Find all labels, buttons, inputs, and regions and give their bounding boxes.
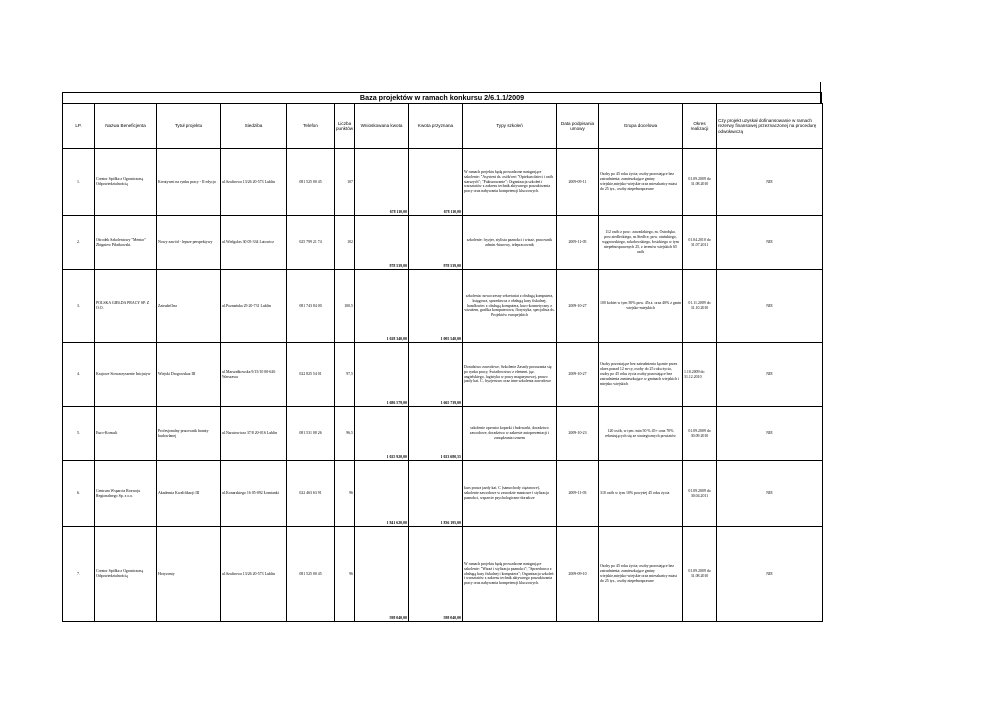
cell-szkolenia: szkolenia: nowoczesny sekretariat z obsługą komputera, księgowa, sprzedawca z obsługą kasy fiskalnej, handlowiec z obsługą komputera, kuro-kosmetyczny z wizażem, grafika komputerowa, florystyka, specjalista ds. Projektów europejskich [463,270,557,343]
cell-tytul: Kreatywni na rynku pracy - II edycja [157,149,221,216]
header-wnioskowana: Wnioskowana kwota [355,104,409,149]
cell-okres: 01.09.2009 do 30.09.2010 [683,407,717,461]
cell-okres: 01.04.2010 do 31.07.2011 [683,216,717,270]
cell-rezerwa: NIE [717,149,823,216]
cell-punkty: 102 [335,216,355,270]
header-przyznana: Kwota przyznana [409,104,463,149]
cell-beneficjent: Centrum Wsparcia Rozwoju Regionalnego Sp. z o.o. [95,461,157,527]
table-row [63,407,823,461]
cell-punkty: 96 [335,527,355,622]
cell-rezerwa: NIE [717,343,823,407]
table-row [63,527,823,622]
cell-przyznana: 598 040,00 [409,527,463,622]
header-okres: Okres realizacji [683,104,717,149]
cell-data: 2009-10-27 [557,270,599,343]
cell-grupa: Osoby po 45 roku życia; osoby pozostające bez zatrudnienia; zamieszkujące gminy wiejskie,miejsko-wiejskie oraz mieszkańcy miast do 25 tys., osoby niepełnosprawne [599,527,683,622]
cell-przyznana: 1 023 680,55 [409,407,463,461]
cell-siedziba: ul.Narutowicza 37/8 20-016 Lublin [221,407,287,461]
cell-data: 2009-11-03 [557,461,599,527]
cell-tytul: Horyzonty [157,527,221,622]
cell-lp: 3. [63,270,95,343]
cell-data: 2009-09-11 [557,149,599,216]
cell-rezerwa: NIE [717,461,823,527]
cell-szkolenia: Doradztwo zawodowe, Szkolenie Zasady poruszania się po rynku pracy, Światłowstwo z element. jęz. angielskiego, logistyka w pracy magazynowej, prawo jazdy kat. C, fryzjerstwo oraz inne szkolenia zawodowe [463,343,557,407]
cell-lp: 5. [63,407,95,461]
header-szkolenia: Typy szkoleń [463,104,557,149]
cell-telefon: 081 743 84 00 [287,270,335,343]
cell-punkty: 97,5 [335,343,355,407]
cell-telefon: 025 799 21 74 [287,216,335,270]
cell-telefon: 081 525 00 45 [287,527,335,622]
cell-beneficjent: POLSKA GIEŁDA PRACY SP. Z O.O. [95,270,157,343]
cell-tytul: Akademia Kwalifikacji III [157,461,221,527]
cell-przyznana: 1 665 739,00 [409,343,463,407]
cell-szkolenia: kurs prawa jazdy kat. C (samochody ciężarowe), szkolenie zawodowe w zawodzie manicure i stylizacja paznokci, wsparcie psychologiczno-doradcze [463,461,557,527]
cell-grupa: 100 kobiet w tym 50% pow. 45r.ż. oraz 40% z gmin wiejsko-miejskich [599,270,683,343]
cell-siedziba: ul.Szafirowa 13/26 20-573 Lublin [221,149,287,216]
cell-szkolenia: W ramach projektu będą prowadzone następujące szkolenie: "Asystent ds. osób/cert "Opiekun dzieci i osób starszych"; "Fakturowanie"; Organizacja szkoleń i warsztatów z zakresu technik aktywnego poszukiwania pracy oraz nabywania kompetencji kluczowych. [463,149,557,216]
table-row [63,461,823,527]
cell-punkty: 107 [335,149,355,216]
cell-beneficjent: Krajowe Stowarzyszenie Inicjatyw [95,343,157,407]
cell-siedziba: ul.Wielgolas 30 05-334 Latowicz [221,216,287,270]
cell-punkty: 96,5 [335,407,355,461]
cell-szkolenia: szkolenie operator koparki i ładowarki, doradztwo zawodowe, doradztwo w zakresie autoprezentacji i zarządzania czasem [463,407,557,461]
header-telefon: Telefon [287,104,335,149]
page-title: Baza projektów w ramach konkursu 2/6.1.1/2009 [62,92,822,103]
cell-grupa: 120 osób, w tym: min 50 % 45+ oraz 70% rekrutujących się ze strategicznych powiatów [599,407,683,461]
projects-table [62,103,823,622]
table-row [63,343,823,407]
cell-telefon: 022 463 63 91 [287,461,335,527]
cell-data: 2009-10-27 [557,343,599,407]
cell-wnioskowana: 1 025 920,00 [355,407,409,461]
cell-wnioskowana: 1 028 340,00 [355,270,409,343]
cell-data: 2009-10-23 [557,407,599,461]
cell-okres: 01.09.2009 do 31.08.2010 [683,149,717,216]
cell-przyznana: 1 005 540,00 [409,270,463,343]
cell-lp: 7. [63,527,95,622]
cell-wnioskowana: 1 686 579,00 [355,343,409,407]
cell-tytul: Profesjonalny pracownik branży budowlanej [157,407,221,461]
table-row [63,149,823,216]
cell-lp: 1. [63,149,95,216]
cell-wnioskowana: 598 040,00 [355,527,409,622]
cell-telefon: 022 825 54 01 [287,343,335,407]
cell-przyznana: 978 539,00 [409,216,463,270]
cell-punkty: 100,5 [335,270,355,343]
cell-tytul: ZatrudnOna [157,270,221,343]
cell-data: 2009-09-10 [557,527,599,622]
cell-punkty: 96 [335,461,355,527]
table-row [63,216,823,270]
cell-okres: 01.09.2009 do 30.04.2011 [683,461,717,527]
cell-okres: 01.11.2009 do 31.10.2010 [683,270,717,343]
cell-telefon: 081 525 00 45 [287,149,335,216]
cell-rezerwa: NIE [717,270,823,343]
cell-wnioskowana: 1 841 620,00 [355,461,409,527]
cell-przyznana: 678 110,00 [409,149,463,216]
cell-beneficjent: Creator Spółka z Ograniczoną Odpowiedzialnością [95,527,157,622]
cell-lp: 6. [63,461,95,527]
header-grupa: Grupa docelowa [599,104,683,149]
table-row [63,270,823,343]
cell-wnioskowana: 678 110,00 [355,149,409,216]
cell-lp: 4. [63,343,95,407]
cell-rezerwa: NIE [717,216,823,270]
header-data: Data podpisania umowy [557,104,599,149]
header-beneficjent: Nazwa Beneficjenta [95,104,157,149]
cell-lp: 2. [63,216,95,270]
cell-przyznana: 1 836 195,00 [409,461,463,527]
cell-grupa: Osoby po 45 roku życia; osoby pozostające bez zatrudnienia; zamieszkujące gminy wiejskie,miejsko-wiejskie oraz mieszkańcy miast do 25 tys., osoby niepełnosprawne [599,149,683,216]
cell-okres: 1.10.2009 do 31.12.2010 [683,343,717,407]
cell-tytul: Nowy zawód - lepsze perspektywy [157,216,221,270]
header-tytul: Tytuł projektu [157,104,221,149]
cell-siedziba: ul.Konarskiego 16 05-092 Łomianki [221,461,287,527]
cell-data: 2009-11-05 [557,216,599,270]
cell-grupa: Osoby pozostające bez zatrudnienia łącznie przez okres ponad 12 m-cy, osoby do 25 roku życia, osoby po 45 roku życia osoby pozostające bez zatrudnienia zamieszkujące w gminach wiejskich i miejsko wiejskich [599,343,683,407]
cell-wnioskowana: 978 539,00 [355,216,409,270]
cell-tytul: Wiejski Drogowskaz III [157,343,221,407]
header-row [63,104,823,149]
cell-telefon: 081 531 08 26 [287,407,335,461]
cell-okres: 01.09.2009 do 31.08.2010 [683,527,717,622]
cell-siedziba: ul.Szafirowa 13/26 20-573 Lublin [221,527,287,622]
header-siedziba: Siedziba [221,104,287,149]
header-lp: LP. [63,104,95,149]
cell-beneficjent: Euro-Konsult [95,407,157,461]
cell-szkolenia: W ramach projektu będą prowadzone następujące szkolenie: "Wizaż i stylizacja paznokci"; "Sprzedawca z obsługą kasy fiskalnej i komputera"; Organizacja szkoleń i warsztatów z zakresu technik aktywnego poszukiwania pracy oraz nabywania kompetencji kluczowych. [463,527,557,622]
cell-beneficjent: Ośrodek Szkoleniowy "Mentor" Zbigniew Piłatkowski. [95,216,157,270]
cell-grupa: 112 osób z pow.: zawadzkiego, m. Ostrołęka. pow.siedleckiego, m.Siedlce, pow. otańskiego, węgrowskiego, sokołowskiego, łosickiego w tym niepełnosprawnych 25, z terenów wiejskich 65 osób [599,216,683,270]
cell-grupa: 310 osób w tym 10% powyżej 45 roku życia [599,461,683,527]
cell-siedziba: ul.Poznańska 29 20-731 Lublin [221,270,287,343]
header-punkty: Liczba punktów [335,104,355,149]
header-rezerwa: Czy projekt uzyskał dofinansowanie w ramach rezerwy finansowej przeznaczonej na procedurę odwoławczą [717,104,823,149]
cell-beneficjent: Creator Spółka z Ograniczoną Odpowiedzialnością [95,149,157,216]
cell-szkolenia: szkolenie: fryzjer, stylista paznokci i wizaż, pracownik admin.-biurowy, telepracownik [463,216,557,270]
cell-siedziba: ul.Marszałkowska 9/15/10 00-626 Warszawa [221,343,287,407]
cell-rezerwa: NIE [717,527,823,622]
cell-rezerwa: NIE [717,407,823,461]
